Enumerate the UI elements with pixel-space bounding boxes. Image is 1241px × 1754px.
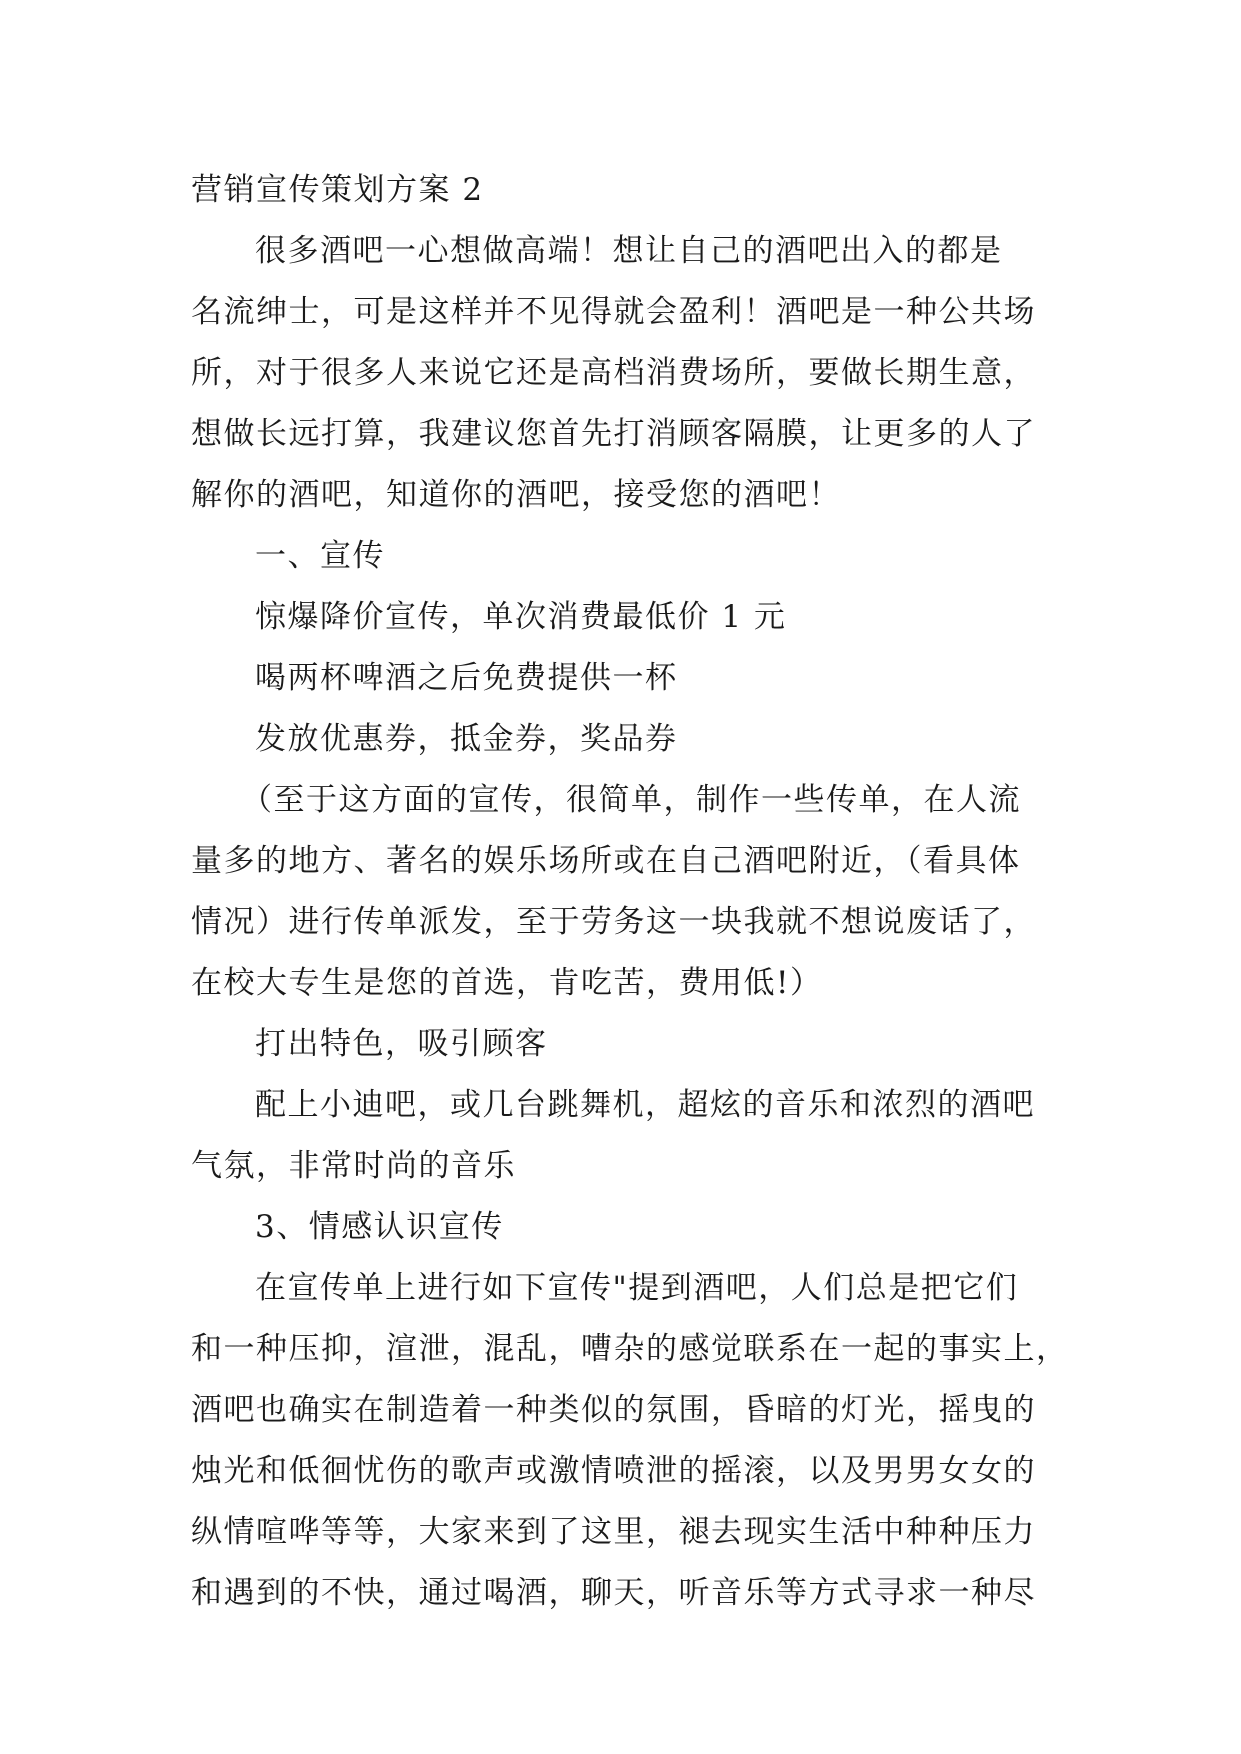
paragraph-line: 烛光和低徊忧伤的歌声或激情喷泄的摇滚，以及男男女女的	[191, 1453, 1036, 1489]
paragraph-line: 想做长远打算，我建议您首先打消顾客隔膜，让更多的人了	[191, 416, 1036, 452]
paragraph-line: 和一种压抑，渲泄，混乱，嘈杂的感觉联系在一起的事实上，	[191, 1331, 1069, 1367]
paragraph-line: （至于这方面的宣传，很简单，制作一些传单，在人流	[241, 782, 1021, 818]
paragraph-line: 发放优惠券，抵金券，奖品券	[255, 721, 678, 757]
paragraph-line: 喝两杯啤酒之后免费提供一杯	[255, 660, 678, 696]
section-heading: 3、情感认识宣传	[255, 1209, 504, 1245]
paragraph-line: 和遇到的不快，通过喝酒，聊天，听音乐等方式寻求一种尽	[191, 1575, 1036, 1611]
paragraph-line: 纵情喧哗等等，大家来到了这里，褪去现实生活中种种压力	[191, 1514, 1036, 1550]
paragraph-line: 配上小迪吧，或几台跳舞机，超炫的音乐和浓烈的酒吧	[255, 1087, 1035, 1123]
section-heading: 一、宣传	[255, 538, 385, 574]
paragraph-line: 打出特色，吸引顾客	[255, 1026, 548, 1062]
paragraph-line: 在宣传单上进行如下宣传"提到酒吧，人们总是把它们	[255, 1270, 1019, 1306]
paragraph-line: 气氛，非常时尚的音乐	[191, 1148, 516, 1184]
paragraph-line: 量多的地方、著名的娱乐场所或在自己酒吧附近，（看具体	[191, 843, 1021, 879]
paragraph-line: 情况）进行传单派发，至于劳务这一块我就不想说废话了，	[191, 904, 1036, 940]
paragraph-line: 酒吧也确实在制造着一种类似的氛围，昏暗的灯光，摇曳的	[191, 1392, 1036, 1428]
document-title: 营销宣传策划方案 2	[191, 172, 484, 208]
paragraph-line: 名流绅士，可是这样并不见得就会盈利！酒吧是一种公共场	[191, 294, 1036, 330]
paragraph-line: 解你的酒吧，知道你的酒吧，接受您的酒吧！	[191, 477, 841, 513]
paragraph-line: 很多酒吧一心想做高端！想让自己的酒吧出入的都是	[255, 233, 1003, 269]
paragraph-line: 所，对于很多人来说它还是高档消费场所，要做长期生意，	[191, 355, 1036, 391]
paragraph-line: 惊爆降价宣传，单次消费最低价 1 元	[255, 599, 787, 635]
paragraph-line: 在校大专生是您的首选，肯吃苦，费用低!）	[191, 965, 823, 1001]
document-body	[191, 160, 1069, 1624]
